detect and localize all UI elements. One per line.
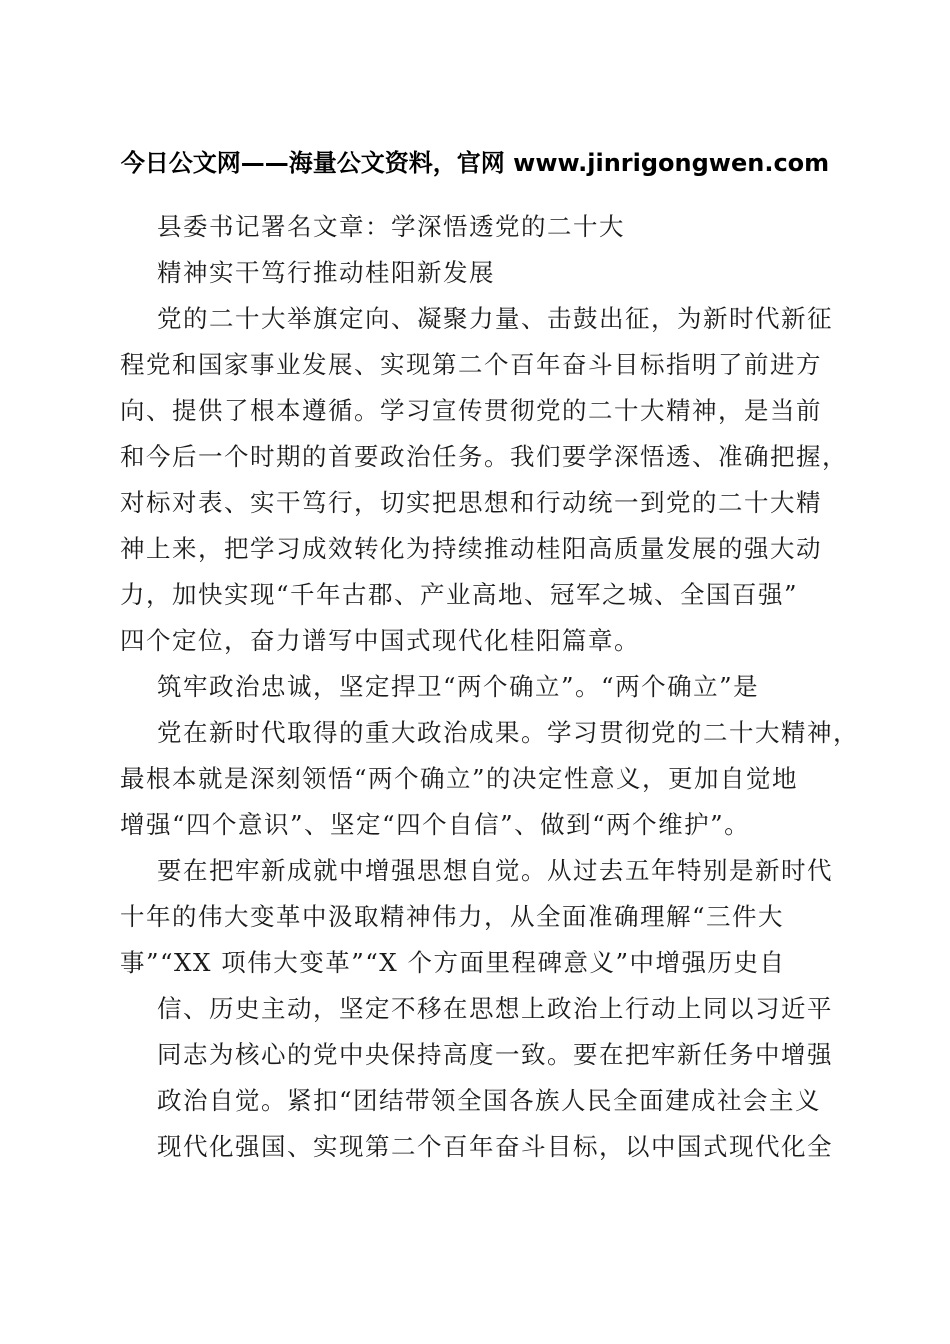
article-body <box>120 204 859 1170</box>
text-line: 政治自觉。紧扣“团结带领全国各族人民全面建成社会主义 <box>157 1086 822 1115</box>
article-title-line-2: 精神实干笃行推动桂阳新发展 <box>157 258 495 287</box>
text-line: 程党和国家事业发展、实现第二个百年奋斗目标指明了前进方 <box>120 350 822 379</box>
text-line: 十年的伟大变革中汲取精神伟力，从全面准确理解“三件大 <box>120 902 785 931</box>
text-line: 四个定位，奋力谱写中国式现代化桂阳篇章。 <box>120 626 640 655</box>
text-line: 和今后一个时期的首要政治任务。我们要学深悟透、准确把握， <box>120 442 848 471</box>
text-line: 增强“四个意识”、坚定“四个自信”、做到“两个维护”。 <box>120 810 751 839</box>
text-line: 筑牢政治忠诚，坚定捍卫“两个确立”。“两个确立”是 <box>157 672 760 701</box>
site-header-title: 今日公文网——海量公文资料，官网 www.jinrigongwen.com <box>120 149 830 177</box>
text-line: 党的二十大举旗定向、凝聚力量、击鼓出征，为新时代新征 <box>157 304 833 333</box>
text-line: 要在把牢新成就中增强思想自觉。从过去五年特别是新时代 <box>157 856 833 885</box>
text-line: 最根本就是深刻领悟“两个确立”的决定性意义，更加自觉地 <box>120 764 799 793</box>
text-line: 信、历史主动，坚定不移在思想上政治上行动上同以习近平 <box>157 994 833 1023</box>
text-line: 力，加快实现“千年古郡、产业高地、冠军之城、全国百强” <box>120 580 799 609</box>
text-line: 同志为核心的党中央保持高度一致。要在把牢新任务中增强 <box>157 1040 833 1069</box>
text-line: 对标对表、实干笃行，切实把思想和行动统一到党的二十大精 <box>120 488 822 517</box>
text-line: 事”“XX 项伟大变革”“X 个方面里程碑意义”中增强历史自 <box>120 948 786 977</box>
text-line: 神上来，把学习成效转化为持续推动桂阳高质量发展的强大动 <box>120 534 822 563</box>
text-line: 向、提供了根本遵循。学习宣传贯彻党的二十大精神，是当前 <box>120 396 822 425</box>
article-title-line-1: 县委书记署名文章：学深悟透党的二十大 <box>157 212 625 241</box>
text-line: 党在新时代取得的重大政治成果。学习贯彻党的二十大精神， <box>157 718 859 747</box>
text-line: 现代化强国、实现第二个百年奋斗目标，以中国式现代化全 <box>157 1132 833 1161</box>
